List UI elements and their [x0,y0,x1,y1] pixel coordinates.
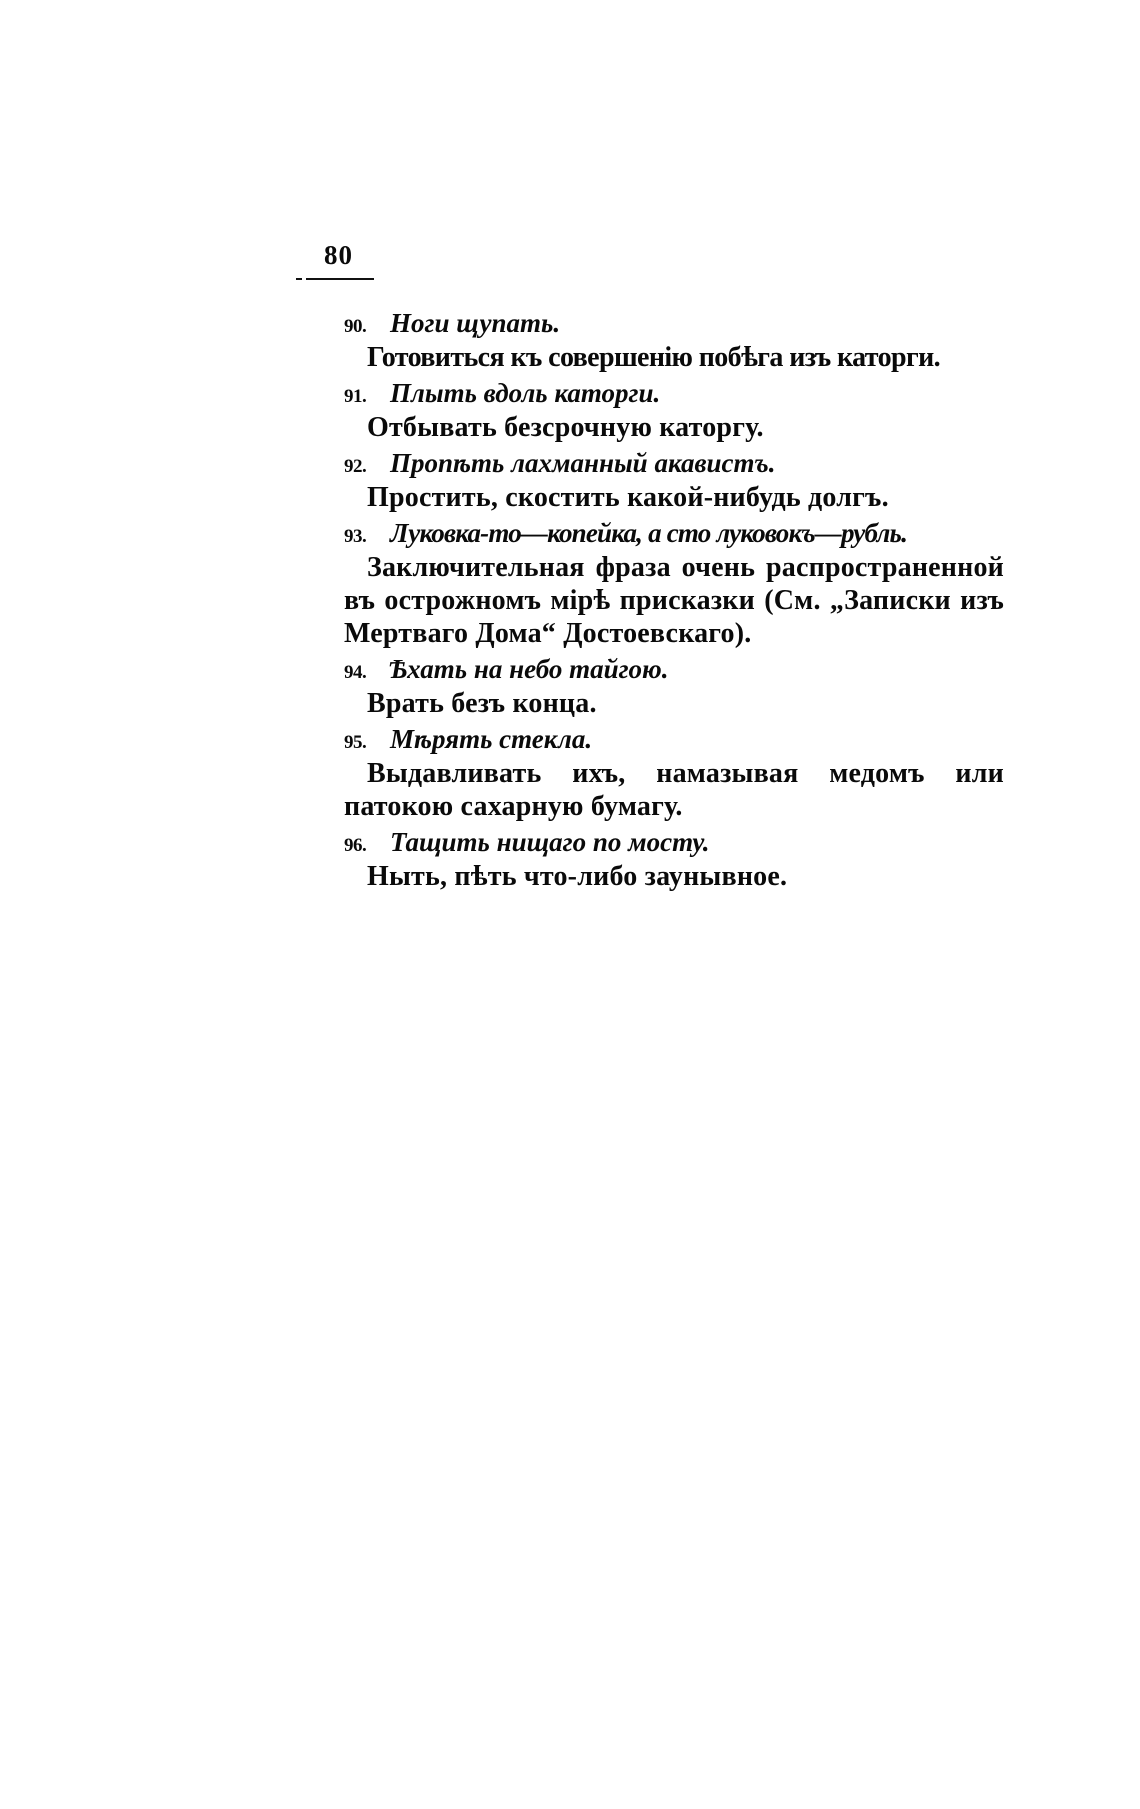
entry-gloss: Простить, скостить какой-нибудь долгъ. [367,482,889,513]
entry-gloss: Заключительная фраза очень распространенной въ острожномъ мірѣ присказки (См. „Записки изъ Мертваго Дома“ Достоевскаго). [344,552,1004,649]
entry-number: 93. [344,526,367,547]
entry-list [344,306,1004,895]
entry-term-line [344,516,1004,551]
entry-term: Ноги щупать. [390,308,561,338]
entry-term: Пропѣть лахманный акавистъ. [390,448,776,478]
entry-gloss: Готовиться къ совершенію побѣга изъ каторги. [367,342,941,373]
entry-gloss: Выдавливать ихъ, намазывая медомъ или патокою сахарную бумагу. [344,758,1004,822]
list-item [344,446,1004,514]
list-item [344,825,1004,893]
entry-term: Луковка-то—копейка, а сто луковокъ—рубль. [390,518,908,548]
entry-term-line [344,825,1004,860]
entry-term-line [344,376,1004,411]
entry-term-line [344,446,1004,481]
entry-term-line [344,722,1004,757]
entry-number: 91. [344,386,367,407]
entry-number: 92. [344,456,367,477]
page-number: 80 [324,240,353,270]
entry-term-line [344,306,1004,341]
entry-number: 95. [344,732,367,753]
list-item [344,516,1004,650]
entry-number: 96. [344,835,367,856]
entry-term: Плыть вдоль каторги. [390,378,661,408]
list-item [344,306,1004,374]
entry-number: 90. [344,316,367,337]
list-item [344,722,1004,823]
list-item [344,652,1004,720]
entry-term-line [344,652,1004,687]
entry-term: Мѣрять стекла. [390,724,593,754]
entry-number: 94. [344,662,367,683]
entry-gloss: Отбывать безсрочную каторгу. [367,412,764,443]
list-item [344,376,1004,444]
entry-term: Тащить нищаго по мосту. [390,827,710,857]
entry-term: Ѣхать на небо тайгою. [390,654,669,684]
entry-gloss: Ныть, пѣть что-либо заунывное. [367,861,788,892]
entry-gloss: Врать безъ конца. [367,688,597,719]
header-rule [306,278,374,280]
